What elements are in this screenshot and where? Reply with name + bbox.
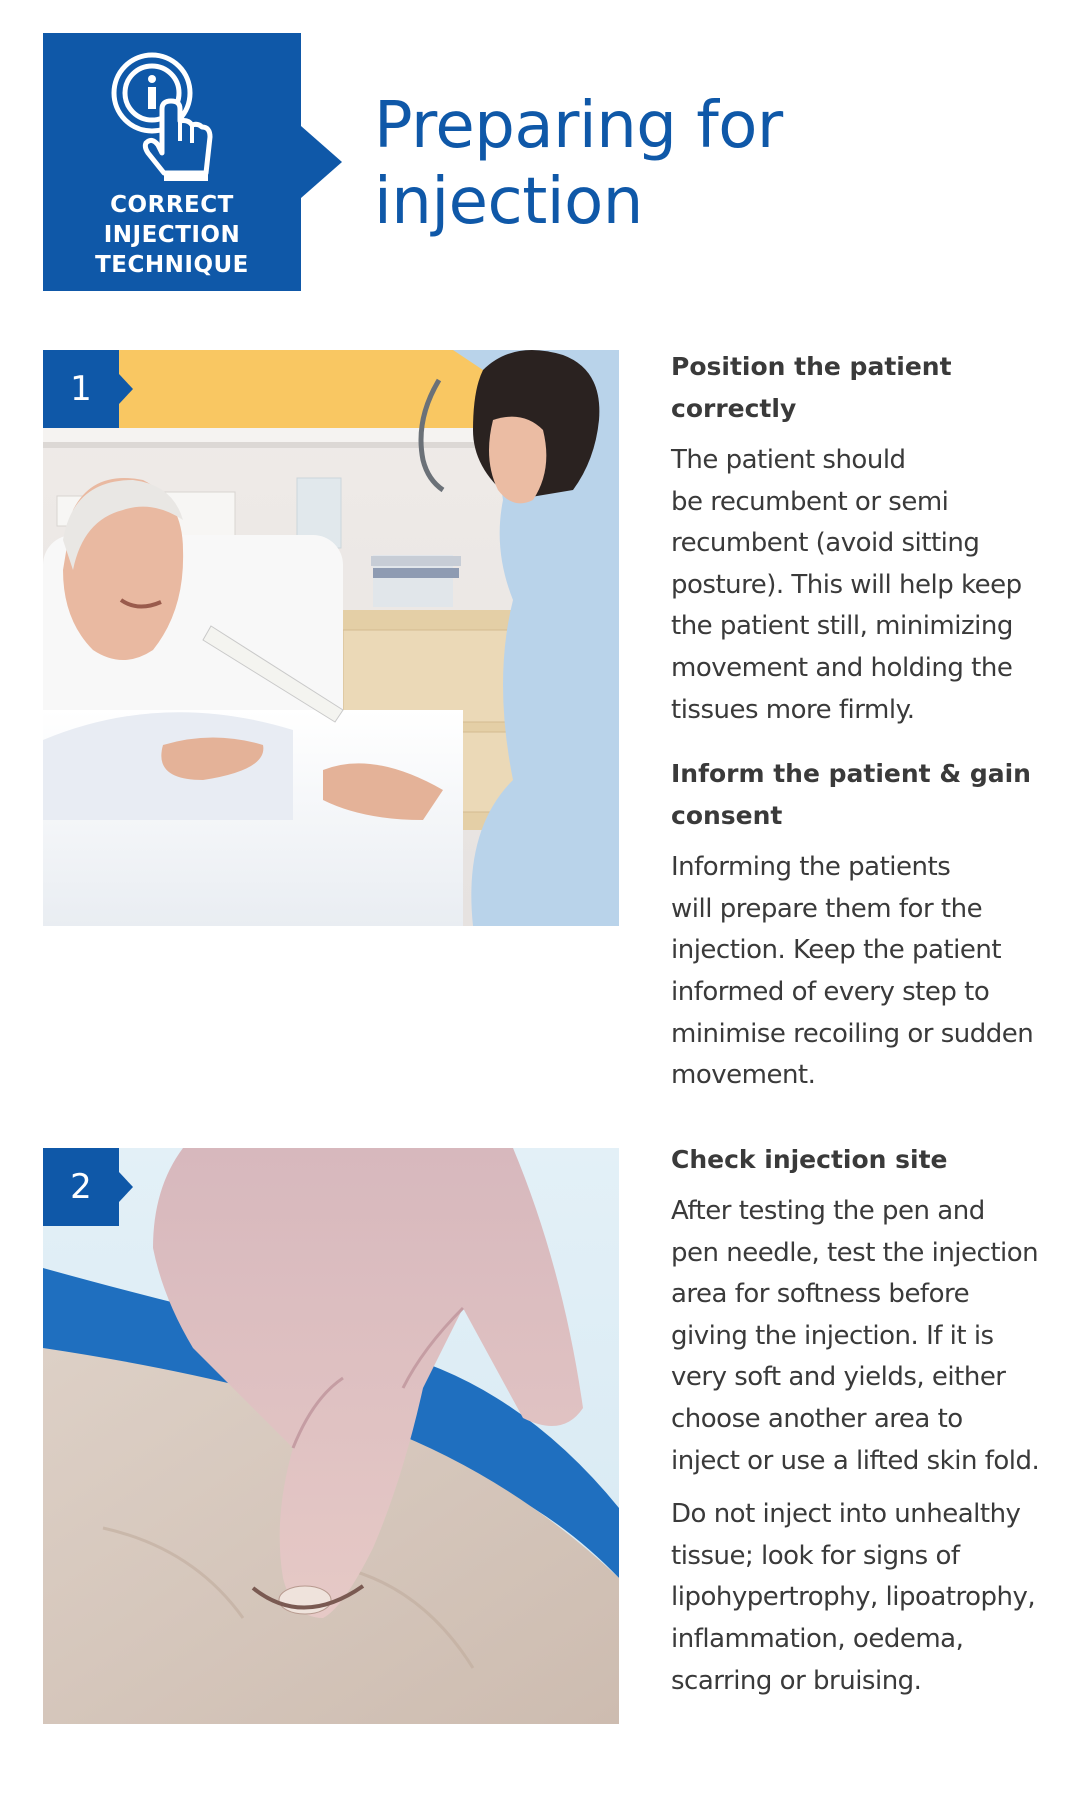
heading-line: Inform the patient & gain [671, 759, 1031, 789]
step-1-text [671, 346, 1071, 1097]
page-title [374, 88, 934, 240]
text-line: area for softness before [671, 1279, 970, 1310]
badge-line: TECHNIQUE [95, 252, 249, 278]
step-number-arrow [119, 374, 133, 404]
paragraph-check-site [671, 1191, 1071, 1482]
section-heading-check-site [671, 1139, 1071, 1181]
text-line: tissues more firmly. [671, 694, 915, 725]
finger-pressing-skin-photo [43, 1148, 619, 1724]
heading-line: consent [671, 801, 783, 831]
step-2-text [671, 1139, 1071, 1702]
badge-line: INJECTION [103, 222, 241, 248]
heading-line: Position the patient [671, 352, 952, 381]
text-line: inject or use a lifted skin fold. [671, 1445, 1040, 1476]
text-line: pen needle, test the injection [671, 1237, 1039, 1268]
text-line: will prepare them for the [671, 893, 983, 924]
badge-label [43, 190, 301, 280]
text-line: minimise recoiling or sudden [671, 1018, 1034, 1049]
text-line: informed of every step to [671, 976, 990, 1007]
heading-line: Check injection site [671, 1145, 948, 1174]
text-line: Informing the patients [671, 852, 951, 883]
text-line: recumbent (avoid sitting [671, 528, 980, 559]
badge-line: CORRECT [110, 192, 234, 218]
paragraph-inform-consent [671, 847, 1071, 1097]
text-line: lipohypertrophy, lipoatrophy, [671, 1582, 1036, 1613]
paragraph-position-patient [671, 440, 1071, 731]
text-line: movement. [671, 1060, 816, 1091]
text-line: The patient should [671, 445, 906, 475]
text-line: scarring or bruising. [671, 1665, 922, 1696]
nurse-with-patient-in-bed-photo [43, 350, 619, 926]
step-number-badge: 1 [43, 350, 119, 428]
info-tap-icon [106, 49, 238, 181]
text-line: posture). This will help keep [671, 569, 1022, 600]
text-line: injection. Keep the patient [671, 935, 1002, 966]
title-line: Preparing for [374, 89, 783, 163]
correct-injection-technique-badge [43, 33, 301, 291]
text-line: After testing the pen and [671, 1196, 985, 1226]
section-heading-inform-consent [671, 753, 1071, 837]
text-line: tissue; look for signs of [671, 1540, 960, 1571]
heading-line: correctly [671, 394, 797, 423]
text-line: giving the injection. If it is [671, 1320, 994, 1351]
section-heading-position-patient [671, 346, 1071, 430]
step-number-arrow [119, 1172, 133, 1202]
paragraph-unhealthy-tissue [671, 1494, 1071, 1702]
title-line: injection [374, 165, 643, 239]
text-line: be recumbent or semi [671, 486, 949, 517]
text-line: movement and holding the [671, 652, 1013, 683]
badge-arrow [301, 126, 342, 198]
step-number-badge: 2 [43, 1148, 119, 1226]
text-line: the patient still, minimizing [671, 611, 1013, 642]
text-line: inflammation, oedema, [671, 1623, 964, 1654]
text-line: very soft and yields, either [671, 1362, 1006, 1393]
text-line: Do not inject into unhealthy [671, 1499, 1021, 1530]
text-line: choose another area to [671, 1403, 963, 1434]
